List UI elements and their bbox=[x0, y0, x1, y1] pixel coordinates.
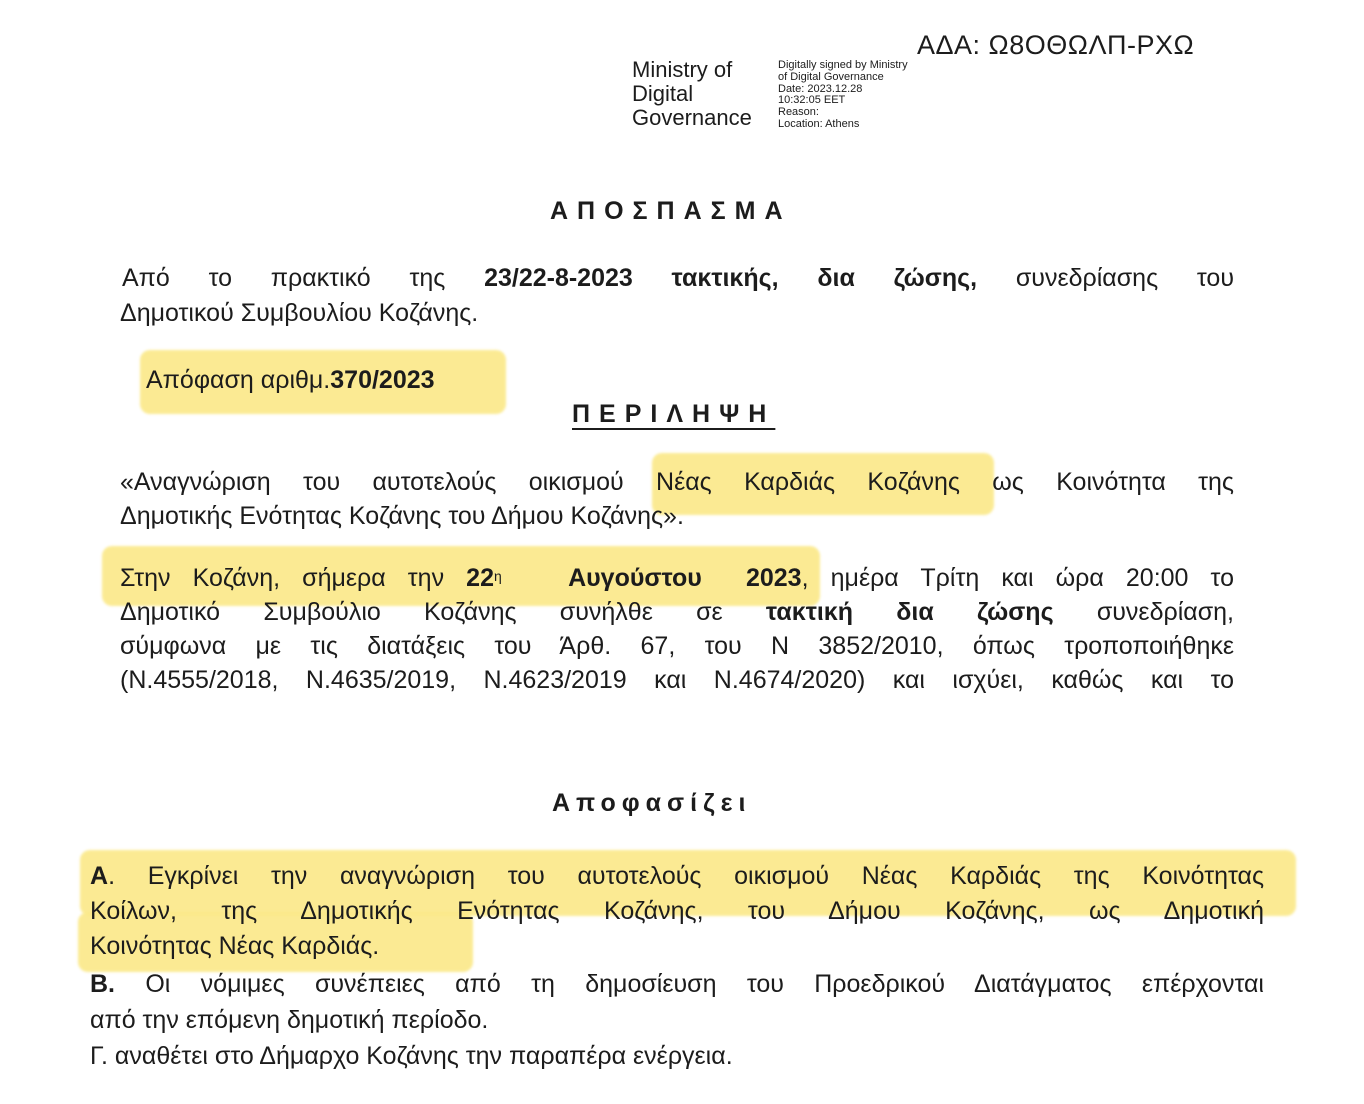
signature-details: Digitally signed by Ministry of Digital Governance Date: 2023.12.28 10:32:05 EET Reason: Location: Athens bbox=[778, 59, 908, 130]
decides-title: Αποφασίζει bbox=[552, 789, 752, 817]
item-a-line-1: Α. Εγκρίνει την αναγνώριση του αυτοτελούς οικισμού Νέας Καρδιάς της Κοινότητας bbox=[90, 862, 1264, 890]
intro-line-1: Από το πρακτικό της 23/22-8-2023 τακτικής, δια ζώσης, συνεδρίασης του bbox=[122, 264, 1234, 292]
meeting-line-2: Δημοτικό Συμβούλιο Κοζάνης συνήλθε σε τακτική δια ζώσης συνεδρίαση, bbox=[120, 598, 1234, 626]
summary-title: ΠΕΡΙΛΗΨΗ bbox=[572, 400, 776, 428]
item-a-line-3: Κοινότητας Νέας Καρδιάς. bbox=[90, 932, 380, 960]
summary-line-1: «Αναγνώριση του αυτοτελούς οικισμού Νέας Καρδιάς Κοζάνης ως Κοινότητα της bbox=[120, 468, 1234, 496]
item-c-line-1: Γ. αναθέτει στο Δήμαρχο Κοζάνης την παραπέρα ενέργεια. bbox=[90, 1042, 733, 1070]
meeting-line-4: (Ν.4555/2018, Ν.4635/2019, Ν.4623/2019 και Ν.4674/2020) και ισχύει, καθώς και το bbox=[120, 666, 1234, 694]
decision-number: Απόφαση αριθμ.370/2023 bbox=[146, 366, 435, 394]
item-b-line-1: Β. Οι νόμιμες συνέπειες από τη δημοσίευση του Προεδρικού Διατάγματος επέρχονται bbox=[90, 970, 1264, 998]
intro-line-2: Δημοτικού Συμβουλίου Κοζάνης. bbox=[120, 299, 479, 327]
signature-name: Ministry of Digital Governance bbox=[632, 57, 752, 130]
summary-line-2: Δημοτικής Ενότητας Κοζάνης του Δήμου Κοζάνης». bbox=[120, 502, 684, 530]
meeting-line-1: Στην Κοζάνη, σήμερα την $22^\eta$ Αυγούστου 2023, ημέρα Τρίτη και ώρα 20:00 το bbox=[120, 564, 1234, 592]
meeting-line-3: σύμφωνα με τις διατάξεις του Άρθ. 67, του Ν 3852/2010, όπως τροποποιήθηκε bbox=[120, 632, 1234, 660]
item-a-line-2: Κοίλων, της Δημοτικής Ενότητας Κοζάνης, του Δήμου Κοζάνης, ως Δημοτική bbox=[90, 897, 1264, 925]
item-b-line-2: από την επόμενη δημοτική περίοδο. bbox=[90, 1006, 489, 1034]
ada-code: ΑΔΑ: Ω8ΟΘΩΛΠ-ΡΧΩ bbox=[917, 30, 1195, 60]
document-title: ΑΠΟΣΠΑΣΜΑ bbox=[550, 197, 792, 225]
